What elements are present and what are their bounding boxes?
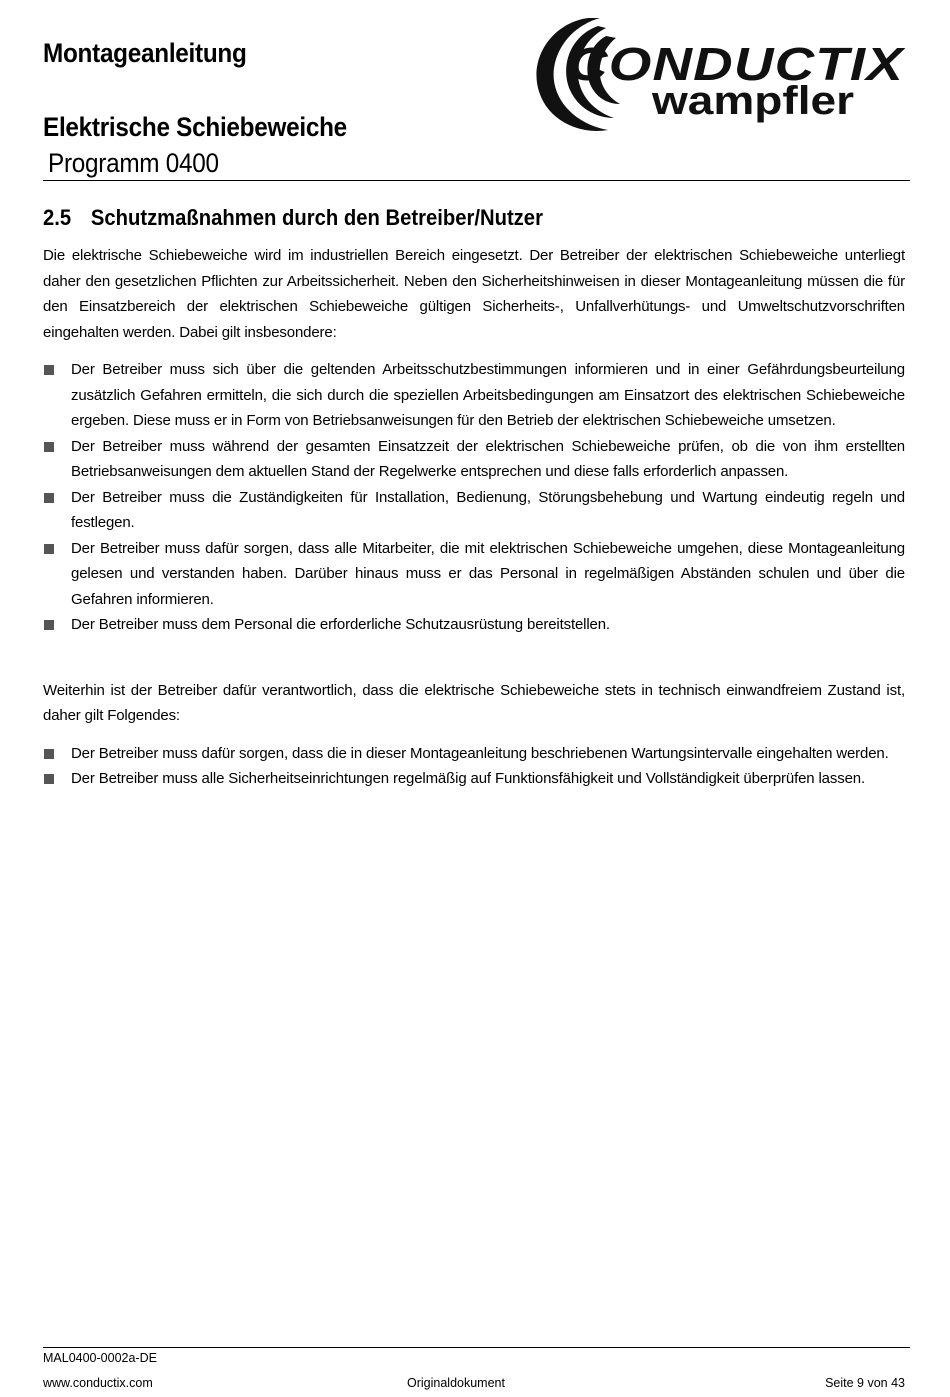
square-bullet-icon [44,365,54,375]
footer-divider [43,1347,910,1348]
product-title: Elektrische Schiebeweiche [43,112,347,142]
list-item: Der Betreiber muss während der gesamten Einsatzzeit der elektrischen Schiebeweiche prüfen, ob die von ihm erstellten Betriebsanweisungen dem aktuellen Stand der Regelwerke entsprechen und diese falls erforderlich anpassen. [43,434,905,485]
list-item: Der Betreiber muss dem Personal die erforderliche Schutzausrüstung bereitstellen. [43,612,905,638]
website-link[interactable]: www.conductix.com [43,1376,153,1390]
intro-paragraph: Die elektrische Schiebeweiche wird im industriellen Bereich eingesetzt. Der Betreiber der elektrischen Schiebeweiche unterliegt daher den gesetzlichen Pflichten zur Arbeitssicherheit. Neben den Sicherheitshinweisen in dieser Montageanleitung müssen die für den Einsatzbereich der elektrischen Schiebeweiche gültigen Sicherheits-, Unfallverhütungs- und Umweltschutzvorschriften eingehalten werden. Dabei gilt insbesondere: [43,247,905,341]
list-item: Der Betreiber muss dafür sorgen, dass alle Mitarbeiter, die mit elektrischen Schiebeweiche umgehen, diese Montageanleitung gelesen und verstanden haben. Darüber hinaus muss er das Personal in regelmäßigen Abständen schulen und über die Gefahren informieren. [43,536,905,613]
footer-bottom-row [43,1376,905,1390]
conductix-wampfler-logo [528,14,908,136]
square-bullet-icon [44,749,54,759]
page-number: Seite 9 von 43 [825,1376,905,1390]
list-item: Der Betreiber muss sich über die geltenden Arbeitsschutzbestimmungen informieren und in einer Gefährdungsbeurteilung zusätzlich Gefahren ermitteln, die sich durch die speziellen Arbeitsbedingungen am Einsatzort des elektrischen Schiebeweiche ergeben. Diese muss er in Form von Betriebsanweisungen für den Betrieb der elektrischen Schiebeweiche umsetzen. [43,357,905,434]
square-bullet-icon [44,620,54,630]
square-bullet-icon [44,493,54,503]
list-item: Der Betreiber muss die Zuständigkeiten für Installation, Bedienung, Störungsbehebung und Wartung eindeutig regeln und festlegen. [43,485,905,536]
square-bullet-icon [44,544,54,554]
list-item: Der Betreiber muss alle Sicherheitseinrichtungen regelmäßig auf Funktionsfähigkeit und Vollständigkeit überprüfen lassen. [43,766,905,792]
square-bullet-icon [44,774,54,784]
program-number: Programm 0400 [48,148,219,178]
square-bullet-icon [44,442,54,452]
document-id: MAL0400-0002a-DE [43,1351,157,1365]
operator-duties-list [43,357,905,638]
logo-sub-text: wampfler [650,79,854,123]
logo-brand-text: CONDUCTIX [568,38,906,90]
maintenance-duties-list [43,741,905,792]
footer-top-row [43,1351,905,1365]
list-item: Der Betreiber muss dafür sorgen, dass die in dieser Montageanleitung beschriebenen Wartungsintervalle eingehalten werden. [43,741,905,767]
page-content [43,205,905,792]
document-status: Originaldokument [407,1376,505,1390]
section-number: 2.5 [43,205,72,230]
header-divider [43,180,910,181]
document-type-title: Montageanleitung [43,38,247,68]
section-title: Schutzmaßnahmen durch den Betreiber/Nutzer [90,205,543,230]
responsibility-paragraph: Weiterhin ist der Betreiber dafür verantwortlich, dass die elektrische Schiebeweiche stets in technisch einwandfreiem Zustand ist, daher gilt Folgendes: [43,681,905,724]
section-heading [43,205,836,231]
